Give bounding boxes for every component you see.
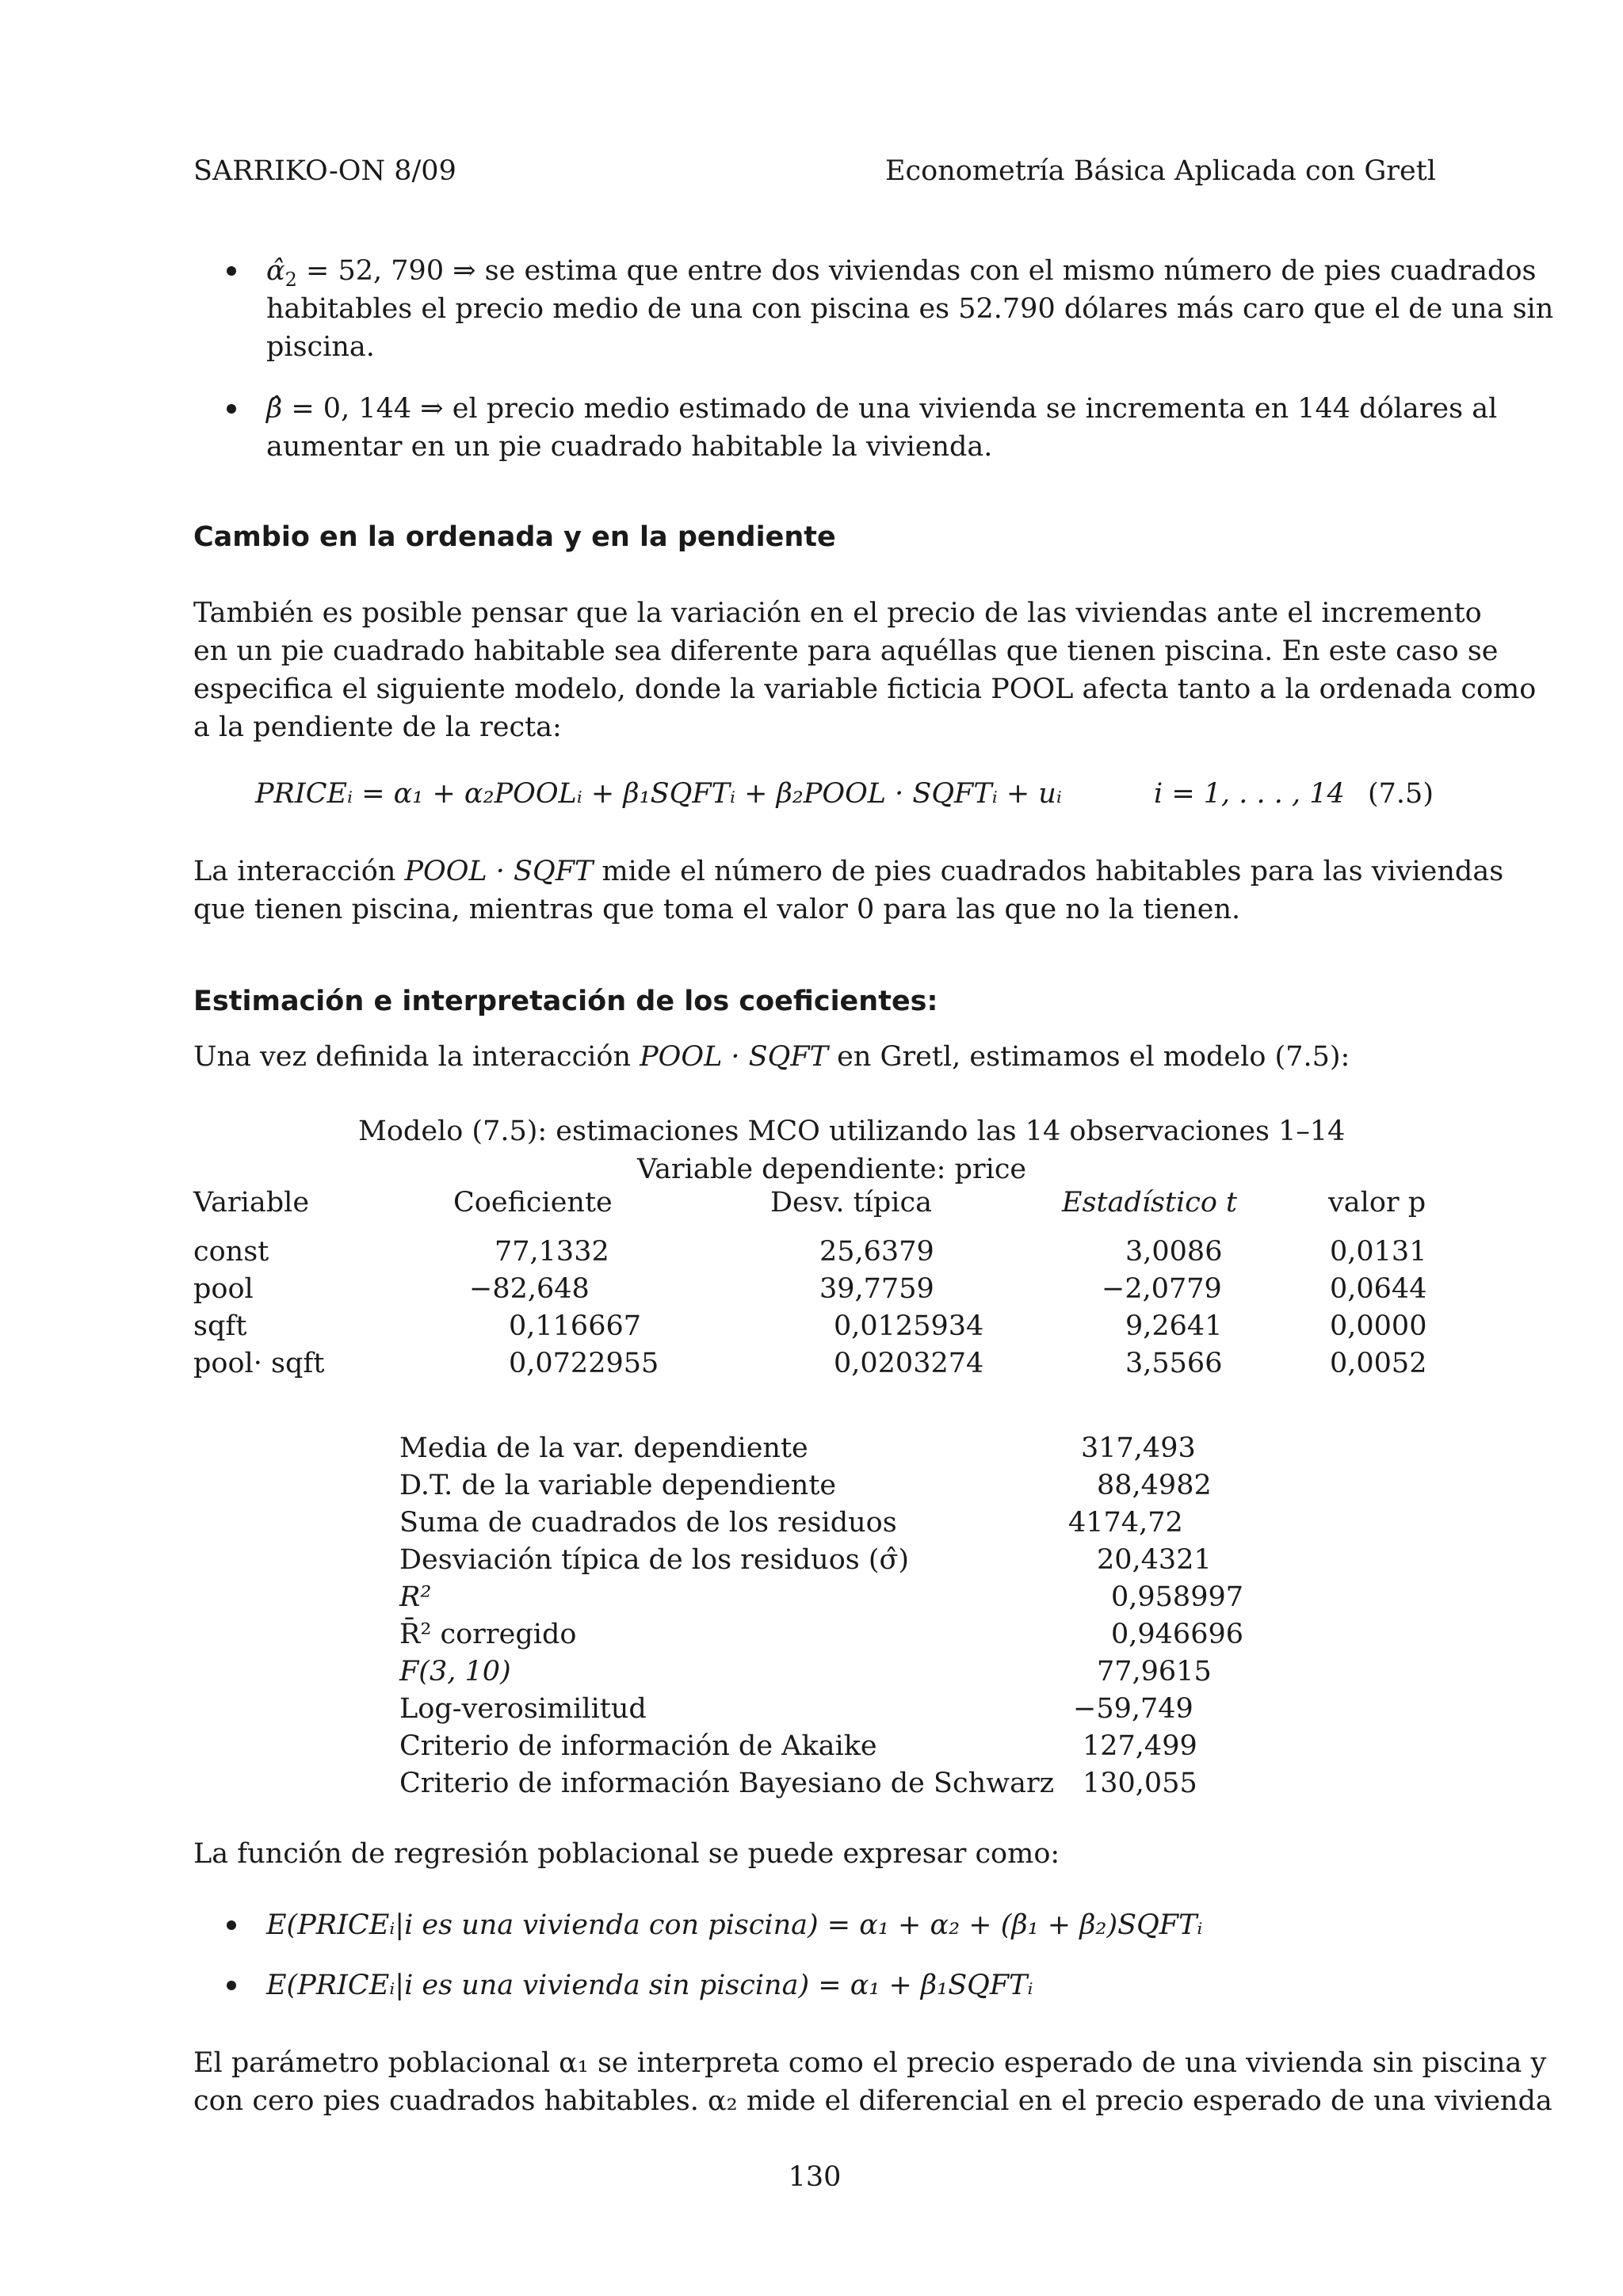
- column-header-valor-p: valor p: [1328, 1187, 1426, 1219]
- stat-value: 77,9615: [1097, 1656, 1212, 1688]
- stat-value: 127,499: [1083, 1730, 1197, 1762]
- bullet-alpha2-line1: [266, 252, 1536, 290]
- table-cell-p: 0,0052: [1330, 1348, 1427, 1379]
- equation-number: (7.5): [1368, 778, 1434, 810]
- stat-label: Media de la var. dependiente: [399, 1432, 808, 1464]
- table-cell-coef: 77,1332: [495, 1236, 609, 1268]
- estimation-intro: [193, 1038, 1350, 1076]
- running-header-left: SARRIKO-ON 8/09: [193, 155, 456, 187]
- interaction-line2: que tienen piscina, mientras que toma el valor 0 para las que no la tienen.: [193, 894, 1241, 925]
- table-cell-coef: −82,648: [469, 1273, 590, 1305]
- table-cell-se: 25,6379: [819, 1236, 934, 1268]
- table-cell-p: 0,0644: [1330, 1273, 1427, 1305]
- stat-label: D.T. de la variable dependiente: [399, 1470, 837, 1501]
- stat-value: 0,946696: [1111, 1619, 1244, 1650]
- table-cell-se: 0,0125934: [834, 1310, 984, 1342]
- bullet-without-pool: E(PRICEᵢ|i es una vivienda sin piscina) = α₁ + β₁SQFTᵢ: [266, 1970, 1033, 2001]
- table-row-var: sqft: [193, 1310, 247, 1342]
- section-title-estimacion: Estimación e interpretación de los coeficientes:: [193, 986, 938, 1017]
- stat-label: Desviación típica de los residuos (σ̂): [399, 1544, 910, 1576]
- estimation-intro-a: Una vez definida la interacción: [193, 1041, 640, 1073]
- para-line: en un pie cuadrado habitable sea diferente para aquéllas que tienen piscina. En este caso se: [193, 635, 1499, 667]
- table-row-var: pool· sqft: [193, 1348, 325, 1379]
- table-cell-t: −2,0779: [1102, 1273, 1222, 1305]
- population-regression-intro: La función de regresión poblacional se puede expresar como:: [193, 1838, 1060, 1870]
- stat-label: Criterio de información de Akaike: [399, 1730, 877, 1762]
- beta-hat-symbol: β̂: [266, 393, 283, 425]
- stat-value: 130,055: [1083, 1768, 1197, 1799]
- bullet-beta-text: = 0, 144 ⇒ el precio medio estimado de una vivienda se incrementa en 144 dólares al: [282, 393, 1498, 425]
- equation-range: i = 1, . . . , 14: [1154, 778, 1345, 810]
- stat-value: 0,958997: [1111, 1581, 1244, 1613]
- stat-label: Log-verosimilitud: [399, 1693, 647, 1725]
- bullet-alpha2-text: = 52, 790 ⇒ se estima que entre dos viviendas con el mismo número de pies cuadrados: [296, 255, 1537, 287]
- bullet-beta-line2: aumentar en un pie cuadrado habitable la vivienda.: [266, 431, 993, 463]
- model-dependent-variable: Variable dependiente: price: [637, 1154, 1027, 1185]
- interaction-text-b: mide el número de pies cuadrados habitables para las viviendas: [593, 856, 1504, 887]
- para-line: especifica el siguiente modelo, donde la variable ficticia POOL afecta tanto a la ordenada como: [193, 673, 1537, 705]
- final-para-line: El parámetro poblacional α₁ se interpreta como el precio esperado de una vivienda sin piscina y: [193, 2047, 1547, 2079]
- column-header-desv-tipica: Desv. típica: [770, 1187, 932, 1219]
- column-header-coeficiente: Coeficiente: [453, 1187, 613, 1219]
- stat-label: Criterio de información Bayesiano de Schwarz: [399, 1768, 1055, 1799]
- alpha-hat-symbol: α̂: [266, 255, 285, 287]
- section-title-cambio: Cambio en la ordenada y en la pendiente: [193, 521, 836, 553]
- stat-value: 88,4982: [1097, 1470, 1212, 1501]
- interaction-term: POOL · SQFT: [404, 856, 594, 887]
- column-header-estadistico-t: Estadístico t: [1062, 1187, 1238, 1219]
- column-header-variable: Variable: [193, 1187, 310, 1219]
- stat-label: F(3, 10): [399, 1656, 511, 1688]
- alpha-subscript: 2: [285, 269, 297, 291]
- estimation-intro-b: en Gretl, estimamos el modelo (7.5):: [827, 1041, 1350, 1073]
- para-line: También es posible pensar que la variación en el precio de las viviendas ante el incremento: [193, 597, 1482, 629]
- bullet-with-pool: E(PRICEᵢ|i es una vivienda con piscina) = α₁ + α₂ + (β₁ + β₂)SQFTᵢ: [266, 1909, 1203, 1941]
- bullet-icon: [227, 404, 236, 414]
- document-page: [193, 0, 1554, 2296]
- final-para-line: con cero pies cuadrados habitables. α₂ mide el diferencial en el precio esperado de una vivienda: [193, 2085, 1552, 2117]
- table-row-var: pool: [193, 1273, 254, 1305]
- running-header-right: Econometría Básica Aplicada con Gretl: [885, 155, 1436, 187]
- bullet-beta-line1: [266, 390, 1497, 428]
- stat-label: Suma de cuadrados de los residuos: [399, 1507, 897, 1539]
- table-cell-t: 3,5566: [1125, 1348, 1223, 1379]
- stat-value: −59,749: [1073, 1693, 1193, 1725]
- bullet-icon: [227, 1981, 236, 1990]
- bullet-alpha2-line2: habitables el precio medio de una con piscina es 52.790 dólares más caro que el de una sin: [266, 293, 1554, 325]
- table-cell-p: 0,0131: [1330, 1236, 1427, 1268]
- interaction-line1: [193, 852, 1503, 891]
- table-cell-se: 39,7759: [819, 1273, 934, 1305]
- model-caption: Modelo (7.5): estimaciones MCO utilizando las 14 observaciones 1–14: [358, 1116, 1346, 1147]
- page-number: 130: [788, 2161, 842, 2193]
- table-cell-t: 3,0086: [1125, 1236, 1223, 1268]
- table-cell-coef: 0,0722955: [509, 1348, 659, 1379]
- para-line: a la pendiente de la recta:: [193, 711, 562, 743]
- bullet-icon: [227, 266, 236, 276]
- table-cell-p: 0,0000: [1330, 1310, 1427, 1342]
- interaction-text-a: La interacción: [193, 856, 405, 887]
- bullet-alpha2-line3: piscina.: [266, 331, 375, 363]
- stat-value: 4174,72: [1068, 1507, 1183, 1539]
- stat-label: R̄² corregido: [399, 1619, 577, 1650]
- bullet-icon: [227, 1920, 236, 1930]
- table-cell-coef: 0,116667: [509, 1310, 642, 1342]
- equation-7-5: PRICEᵢ = α₁ + α₂POOLᵢ + β₁SQFTᵢ + β₂POOL · SQFTᵢ + uᵢ: [255, 778, 1062, 810]
- table-cell-se: 0,0203274: [834, 1348, 984, 1379]
- estimation-intro-term: POOL · SQFT: [640, 1041, 828, 1073]
- table-cell-t: 9,2641: [1125, 1310, 1223, 1342]
- stat-label: R²: [399, 1581, 432, 1613]
- table-row-var: const: [193, 1236, 269, 1268]
- stat-value: 20,4321: [1097, 1544, 1212, 1576]
- stat-value: 317,493: [1081, 1432, 1196, 1464]
